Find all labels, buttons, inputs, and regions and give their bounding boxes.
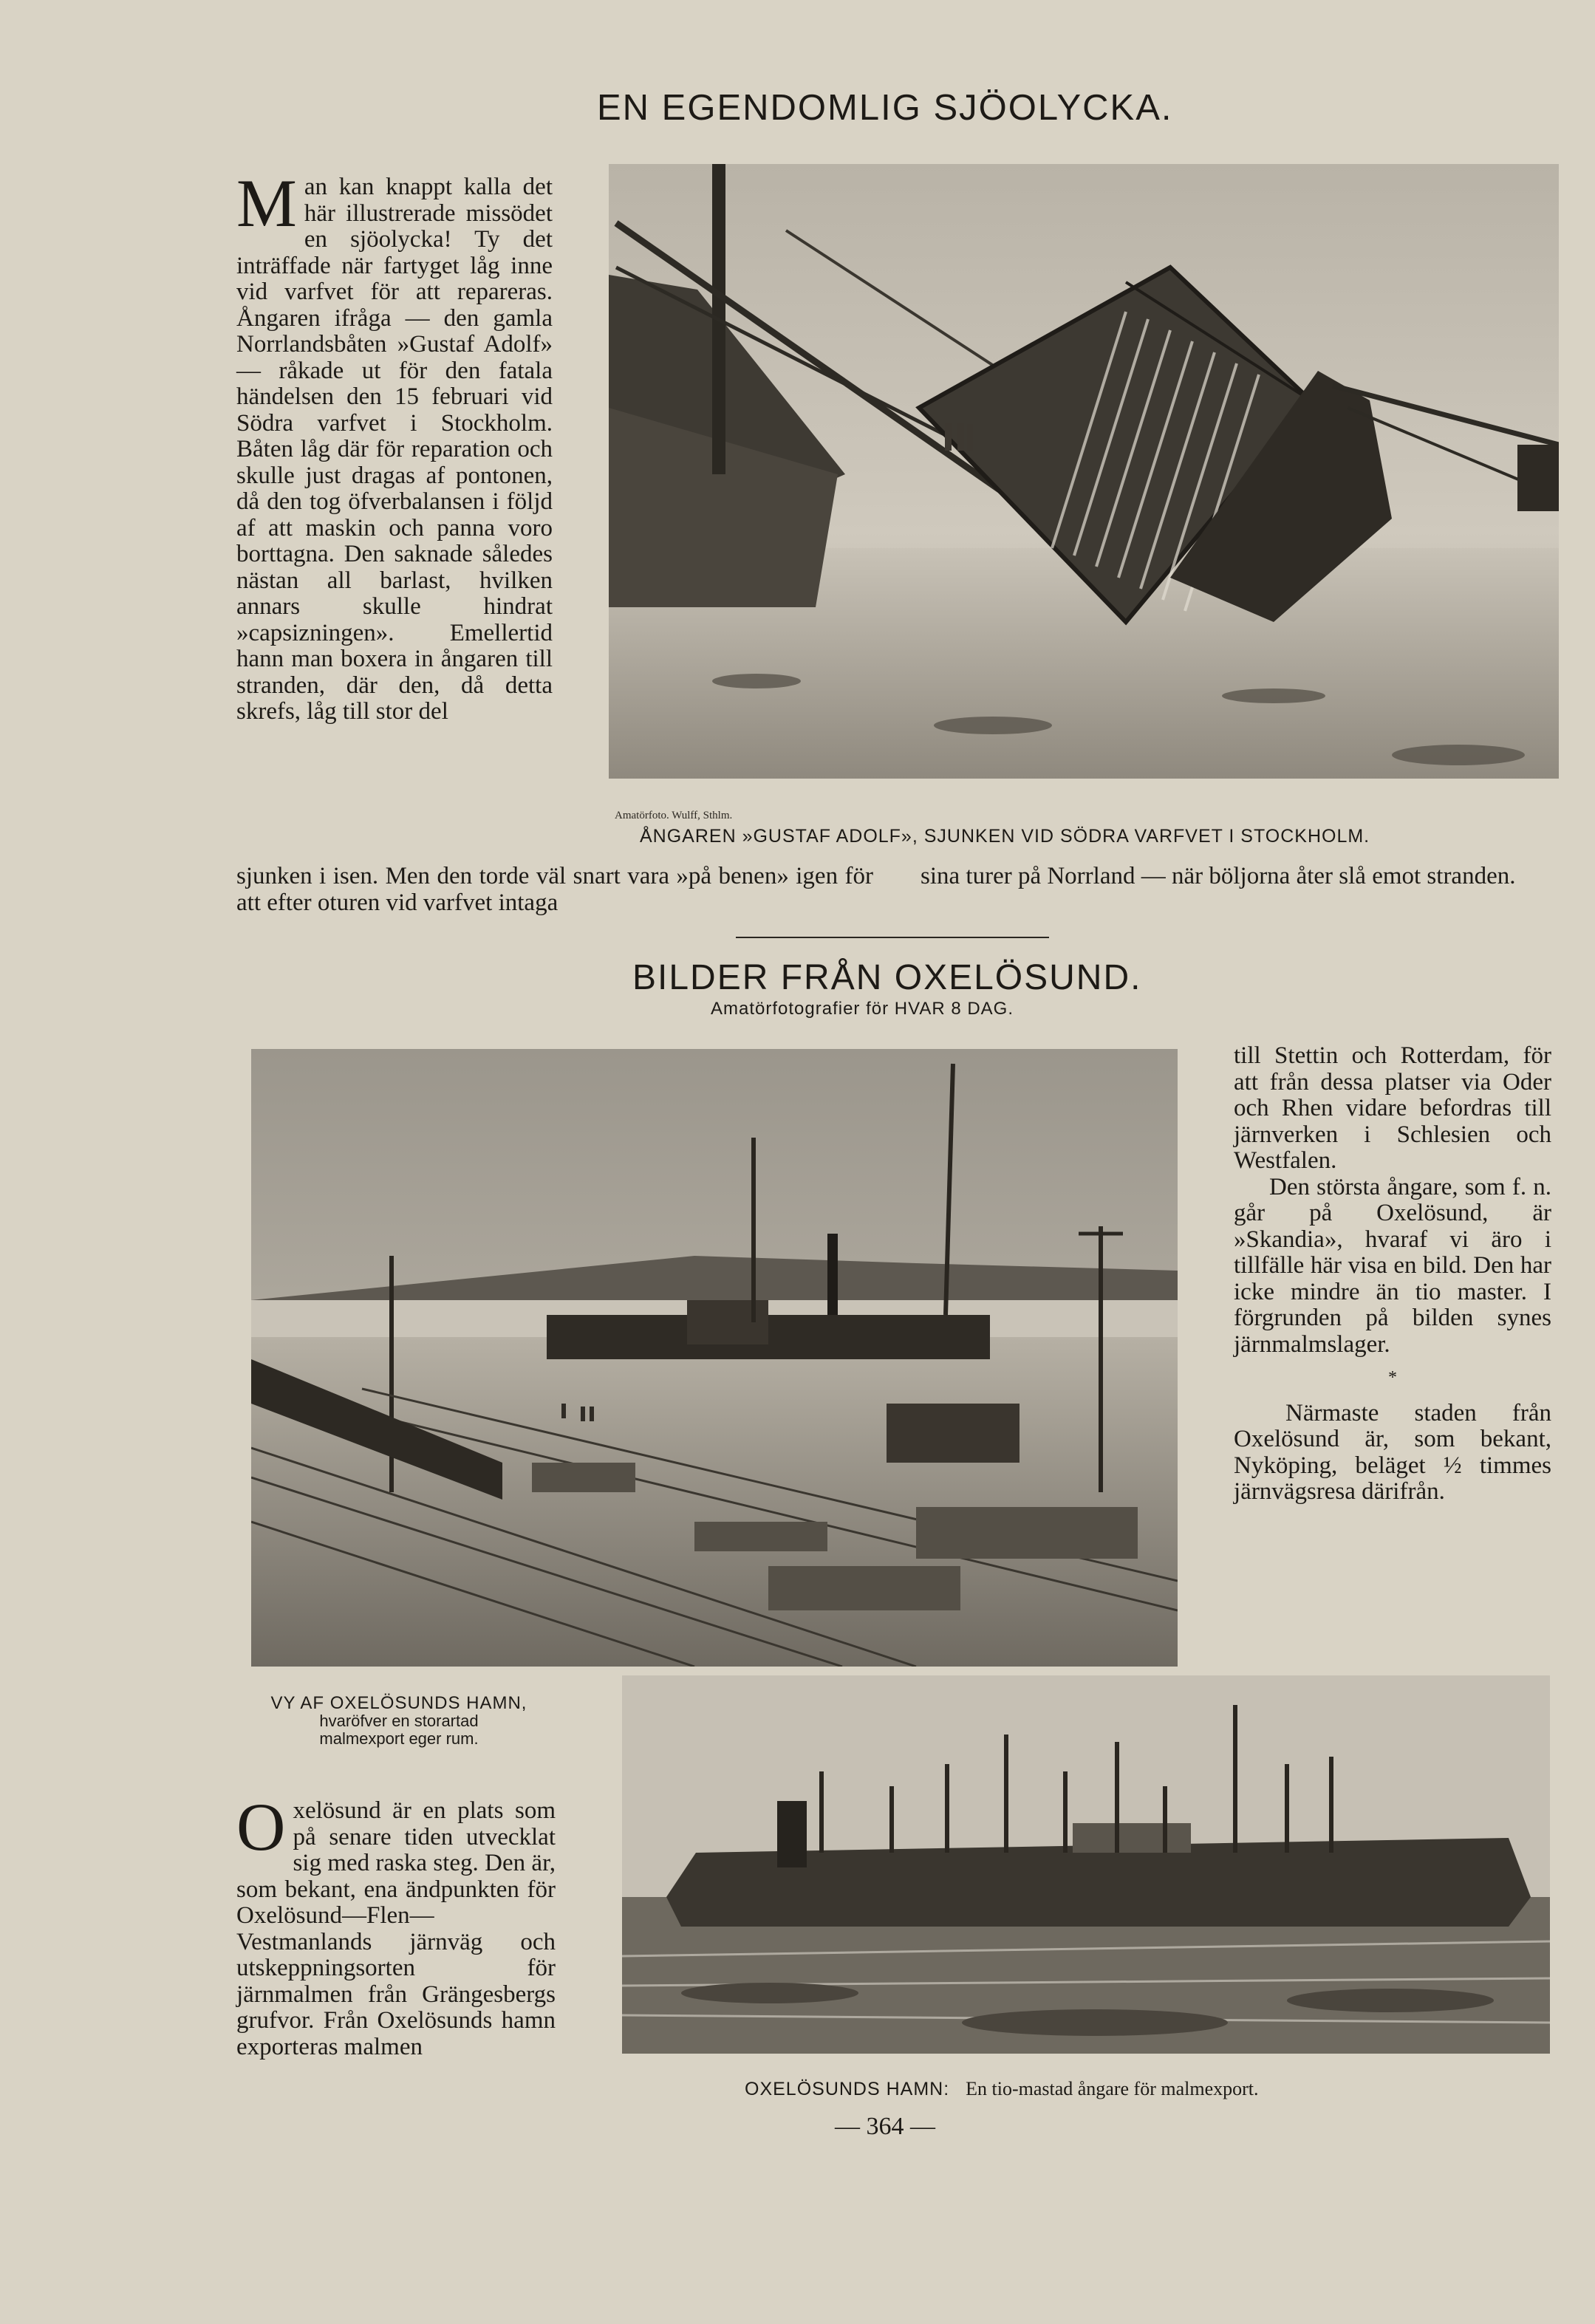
article-2-separator: * (1388, 1368, 1397, 1387)
harbor-view-caption (236, 1695, 561, 1748)
article-1-dropcap: M (236, 165, 297, 241)
article-2-paragraph-1: till Stettin och Rotterdam, för att från dessa platser via Oder och Rhen vidare befordras till järnverken i Schlesien och Westfalen. (1234, 1042, 1551, 1174)
article-2-paragraph-2: Den största ångare, som f. n. går på Oxelösund, är »Skandia», hvaraf vi äro i tillfälle här visa en bild. Den har icke mindre än tio master. I förgrunden på bilden synes järnmalmslager. (1234, 1173, 1551, 1358)
harbor-view-caption-line-2: hvaröfver en storartad (319, 1712, 479, 1730)
article-2-left-column-text: xelösund är en plats som på senare tiden utvecklat sig med raska steg. Den är, som bekant, ena ändpunkten för Oxelösund—Flen—Vestmanlands järnväg och utskeppningsorten för järnmalmen från Grängesbergs grufvor. Från Oxelösunds hamn exporteras malmen (236, 1797, 556, 2060)
photo-oxelosund-harbor-view (251, 1049, 1178, 1667)
ten-masted-steamer-caption (745, 2078, 1259, 2100)
article-2-left-column (236, 1789, 556, 2102)
article-2-subtitle: Amatörfotografier för HVAR 8 DAG. (711, 999, 1014, 1019)
article-1-column (236, 165, 553, 875)
article-2-title: BILDER FRÅN OXELÖSUND. (632, 958, 1142, 997)
harbor-view-caption-line-3: malmexport eger rum. (319, 1729, 479, 1748)
section-divider (736, 937, 1049, 938)
article-2-paragraph-3: Närmaste staden från Oxelösund är, som bekant, Nyköping, beläget ½ timmes järnvägsresa därifrån. (1234, 1399, 1551, 1505)
photo-capsized-steamer (609, 164, 1559, 779)
page-number: — 364 — (835, 2113, 935, 2140)
article-2-dropcap: O (236, 1789, 286, 1865)
article-2-right-column (1234, 1043, 1551, 1506)
ten-masted-steamer-caption-text: En tio-mastad ångare för malmexport. (966, 2078, 1259, 2099)
photo-ten-masted-steamer (622, 1675, 1550, 2054)
article-1-photo-credit: Amatörfoto. Wulff, Sthlm. (615, 810, 733, 821)
article-1-title: EN EGENDOMLIG SJÖOLYCKA. (597, 88, 1173, 128)
article-1-full-line-right: sina turer på Norrland — när böljorna åter slå emot stranden. (921, 863, 1516, 889)
article-1-column-text: an kan knappt kalla det här illustrerade missödet en sjöolycka! Ty det inträffade när fartyget låg inne vid varfvet för att repareras. Ångaren ifråga — den gamla Norrlandsbåten »Gustaf Adolf» — råkade ut för den fatala händelsen den 15 februari vid Södra varfvet i Stockholm. Båten låg där för reparation och skulle just dragas af pontonen, då den tog öfverbalansen i följd af att maskin och panna voro borttagna. Den saknade således nästan all barlast, hvilken annars skulle hindrat »capsizningen». Emellertid hann man boxera in ångaren till stranden, där den, då detta skrefs, låg till stor del (236, 174, 553, 725)
article-1-full-line-left: sjunken i isen. Men den torde väl snart vara »på benen» igen för att efter oturen vid varfvet intaga (236, 863, 873, 916)
harbor-view-caption-line-1: VY AF OXELÖSUNDS HAMN, (270, 1693, 527, 1713)
article-1-photo-caption: ÅNGAREN »GUSTAF ADOLF», SJUNKEN VID SÖDRA VARFVET I STOCKHOLM. (640, 826, 1370, 847)
ten-masted-steamer-caption-label: OXELÖSUNDS HAMN: (745, 2079, 950, 2099)
